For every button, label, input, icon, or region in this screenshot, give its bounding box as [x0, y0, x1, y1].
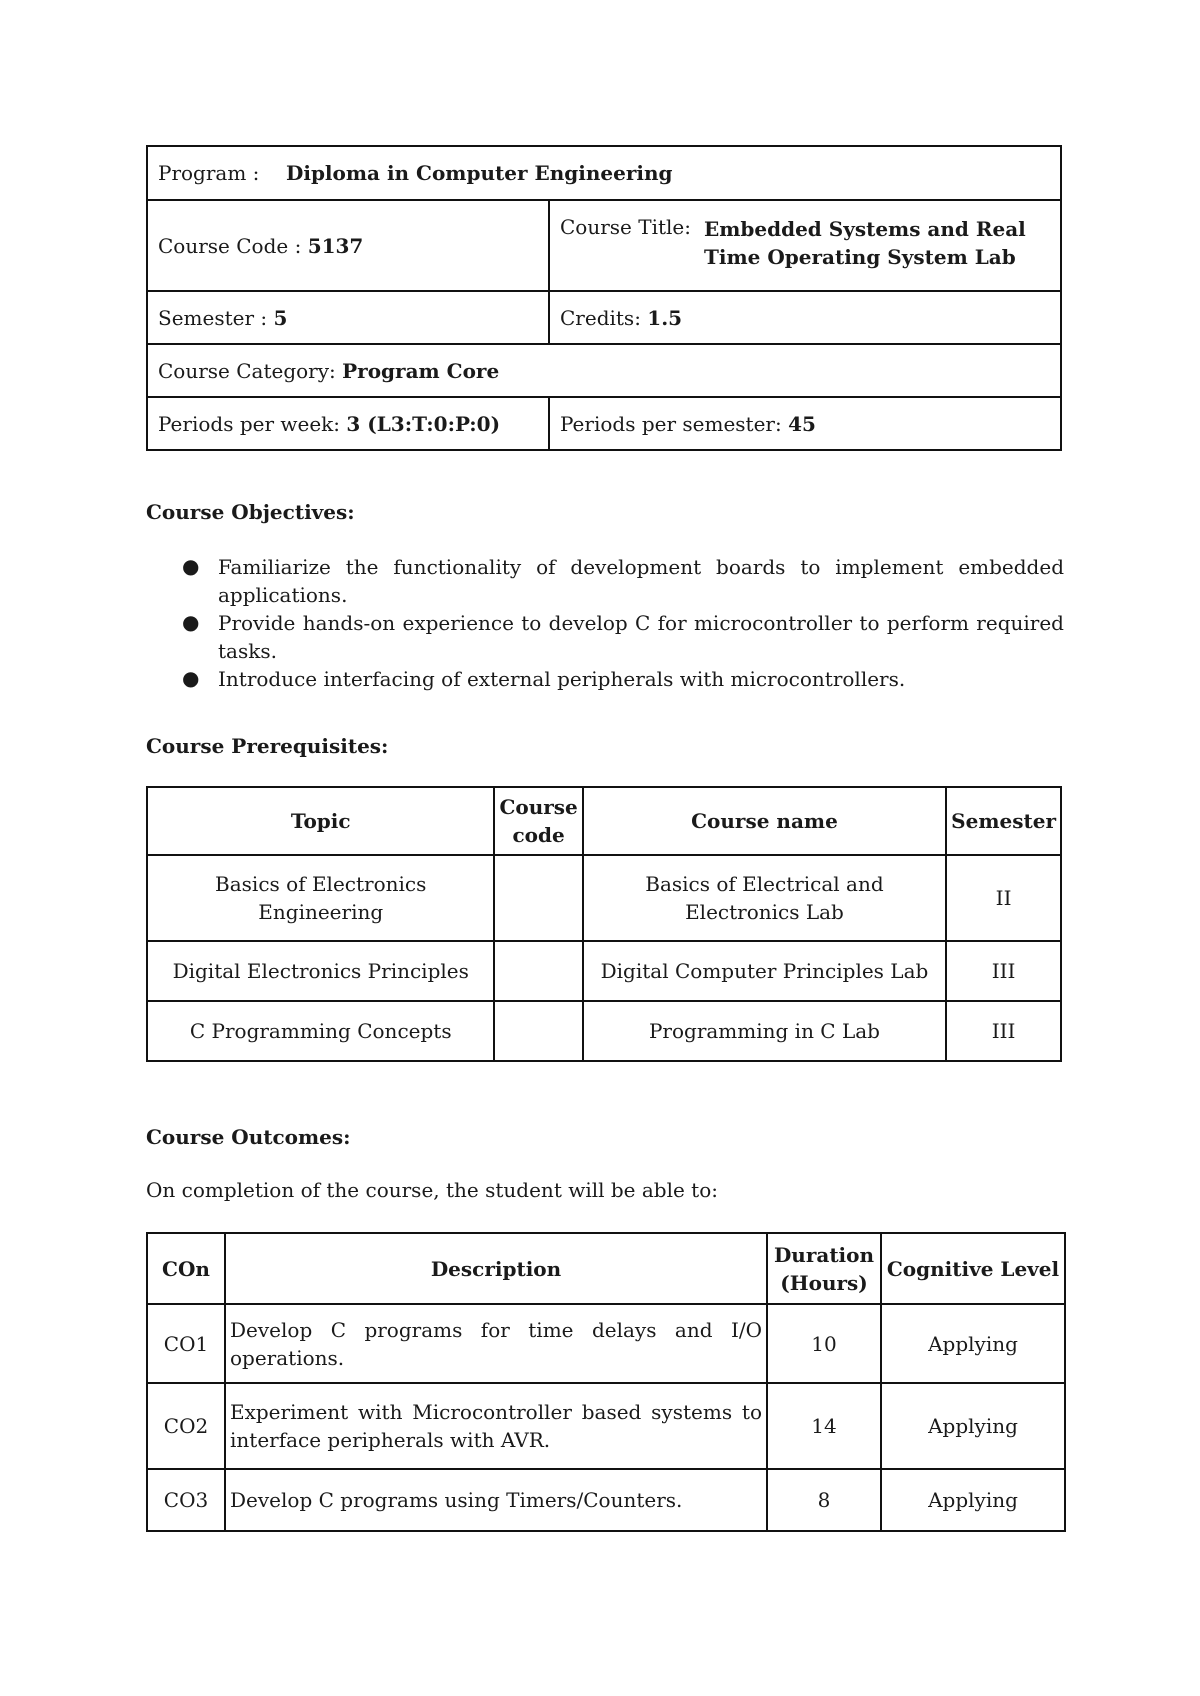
table-row — [147, 1469, 1065, 1531]
periods-week-value: 3 (L3:T:0:P:0) — [346, 411, 501, 436]
credits-cell — [549, 291, 1061, 344]
course-title-cell — [549, 200, 1061, 291]
periods-week-cell — [147, 397, 549, 450]
column-header-course-code: Course code — [494, 787, 582, 855]
description-cell: Experiment with Microcontroller based systems to interface peripherals with AVR. — [225, 1383, 767, 1469]
topic-cell: C Programming Concepts — [147, 1001, 494, 1061]
periods-semester-cell — [549, 397, 1061, 450]
program-cell — [147, 146, 1061, 200]
credits-label: Credits: — [560, 305, 648, 330]
code-cell — [494, 1001, 582, 1061]
column-header-description: Description — [225, 1233, 767, 1304]
course-code-label: Course Code : — [158, 233, 308, 258]
co-cell: CO1 — [147, 1304, 225, 1383]
description-cell: Develop C programs for time delays and I/O operations. — [225, 1304, 767, 1383]
column-header-cognitive-level: Cognitive Level — [881, 1233, 1065, 1304]
outcomes-table — [146, 1232, 1066, 1532]
objectives-list — [146, 553, 1064, 693]
column-header-duration: Duration (Hours) — [767, 1233, 881, 1304]
duration-cell: 10 — [767, 1304, 881, 1383]
semester-value: 5 — [273, 305, 288, 330]
outcomes-intro: On completion of the course, the student will be able to: — [146, 1178, 719, 1202]
course-info-table — [146, 145, 1062, 451]
table-row — [147, 1383, 1065, 1469]
program-value: Diploma in Computer Engineering — [286, 161, 673, 185]
duration-cell: 8 — [767, 1469, 881, 1531]
category-label: Course Category: — [158, 358, 343, 383]
objective-item: ● Provide hands-on experience to develop C for microcontroller to perform required tasks. — [182, 610, 1064, 663]
course-name-cell: Programming in C Lab — [583, 1001, 946, 1061]
bullet-icon: ● — [182, 610, 200, 634]
syllabus-page — [146, 145, 1064, 1512]
cognitive-level-cell: Applying — [881, 1469, 1065, 1531]
co-cell: CO2 — [147, 1383, 225, 1469]
description-cell: Develop C programs using Timers/Counters. — [225, 1469, 767, 1531]
semester-cell — [147, 291, 549, 344]
table-row — [147, 855, 1061, 941]
course-name-cell: Basics of Electrical and Electronics Lab — [583, 855, 946, 941]
code-cell — [494, 941, 582, 1001]
credits-value: 1.5 — [647, 305, 683, 330]
course-code-value: 5137 — [307, 233, 364, 258]
bullet-icon: ● — [182, 554, 200, 578]
objective-item: ● Familiarize the functionality of development boards to implement embedded applications. — [182, 554, 1064, 607]
course-title-line2: Time Operating System Lab — [704, 245, 1016, 269]
periods-week-label: Periods per week: — [158, 411, 347, 436]
course-name-cell: Digital Computer Principles Lab — [583, 941, 946, 1001]
co-cell: CO3 — [147, 1469, 225, 1531]
course-title-label: Course Title: — [560, 215, 691, 239]
prerequisites-heading: Course Prerequisites: — [146, 734, 389, 758]
semester-cell: III — [946, 941, 1061, 1001]
column-header-topic: Topic — [147, 787, 494, 855]
bullet-icon: ● — [182, 666, 200, 690]
semester-label: Semester : — [158, 305, 274, 330]
outcomes-heading: Course Outcomes: — [146, 1125, 351, 1149]
column-header-con: COn — [147, 1233, 225, 1304]
topic-cell: Digital Electronics Principles — [147, 941, 494, 1001]
prerequisites-table — [146, 786, 1062, 1062]
topic-cell: Basics of Electronics Engineering — [147, 855, 494, 941]
category-value: Program Core — [342, 358, 500, 383]
periods-semester-label: Periods per semester: — [560, 411, 789, 436]
table-row — [147, 1001, 1061, 1061]
semester-cell: II — [946, 855, 1061, 941]
column-header-course-name: Course name — [583, 787, 946, 855]
periods-semester-value: 45 — [788, 411, 816, 436]
category-cell — [147, 344, 1061, 397]
course-title-line1: Embedded Systems and Real — [704, 217, 1026, 241]
course-title-value — [704, 215, 1026, 271]
column-header-semester: Semester — [946, 787, 1061, 855]
cognitive-level-cell: Applying — [881, 1383, 1065, 1469]
program-label: Program : — [158, 161, 260, 185]
objective-item: ● Introduce interfacing of external peripherals with microcontrollers. — [182, 666, 906, 691]
course-code-cell — [147, 200, 549, 291]
code-cell — [494, 855, 582, 941]
semester-cell: III — [946, 1001, 1061, 1061]
duration-cell: 14 — [767, 1383, 881, 1469]
table-row — [147, 1304, 1065, 1383]
table-row — [147, 941, 1061, 1001]
cognitive-level-cell: Applying — [881, 1304, 1065, 1383]
objectives-heading: Course Objectives: — [146, 500, 355, 524]
